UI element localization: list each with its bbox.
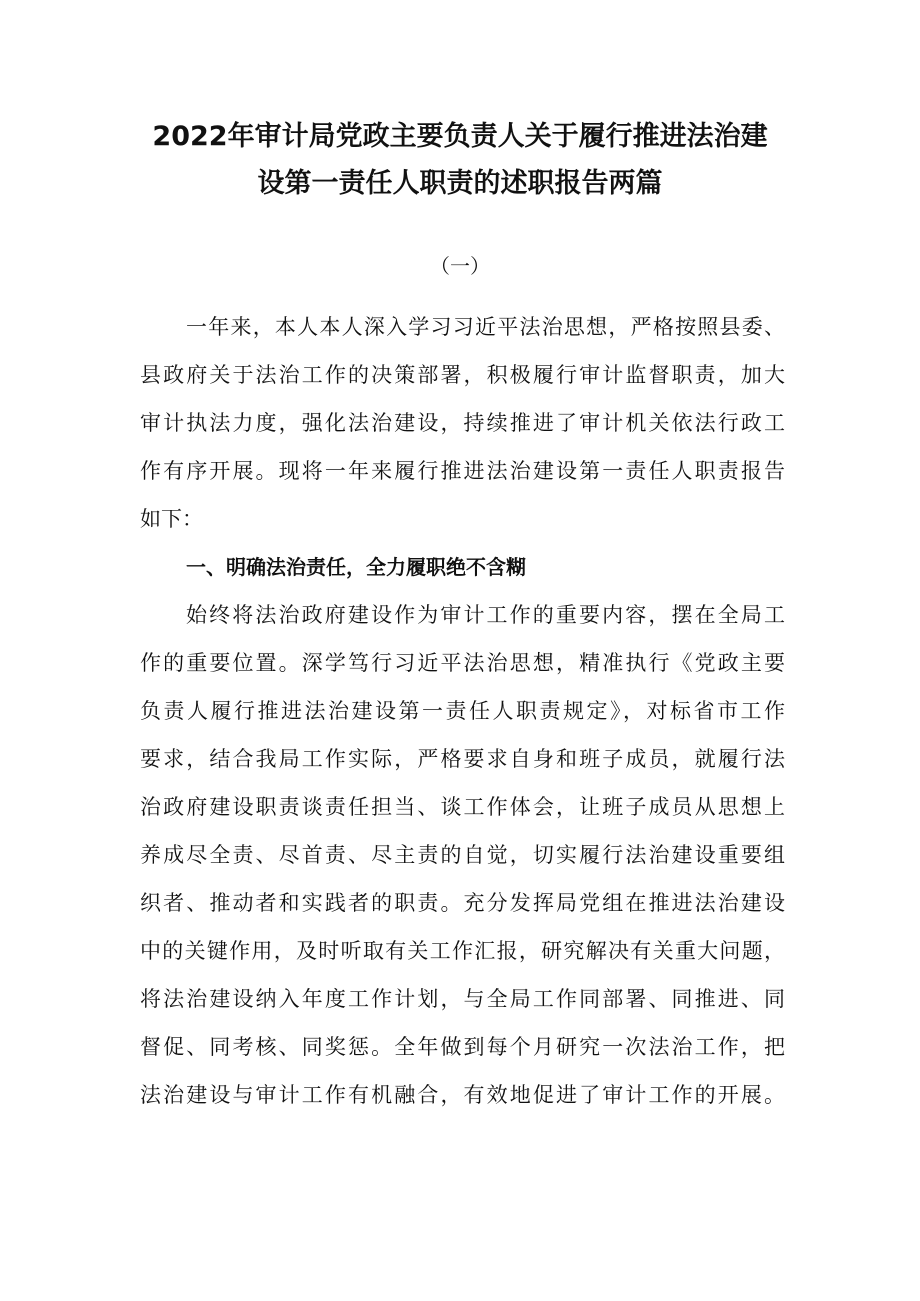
intro-line: 如下： bbox=[140, 507, 203, 531]
intro-line: 审计执法力度，强化法治建设，持续推进了审计机关依法行政工 bbox=[140, 411, 785, 435]
intro-line: 一年来，本人本人深入学习习近平法治思想，严格按照县委、 bbox=[186, 315, 785, 339]
section-line: 治政府建设职责谈责任担当、谈工作体会，让班子成员从思想上 bbox=[140, 795, 785, 819]
section-line: 负责人履行推进法治建设第一责任人职责规定》，对标省市工作 bbox=[140, 699, 785, 723]
section-line: 法治建设与审计工作有机融合，有效地促进了审计工作的开展。 bbox=[140, 1083, 785, 1107]
section-line: 将法治建设纳入年度工作计划，与全局工作同部署、同推进、同 bbox=[140, 987, 785, 1011]
section-line: 织者、推动者和实践者的职责。充分发挥局党组在推进法治建设 bbox=[140, 891, 785, 915]
document-title-line-1: 2022年审计局党政主要负责人关于履行推进法治建 bbox=[152, 121, 768, 152]
section-line: 始终将法治政府建设作为审计工作的重要内容，摆在全局工 bbox=[186, 603, 785, 627]
intro-line: 作有序开展。现将一年来履行推进法治建设第一责任人职责报告 bbox=[140, 459, 785, 483]
section-line: 督促、同考核、同奖惩。全年做到每个月研究一次法治工作，把 bbox=[140, 1035, 785, 1059]
section-line: 要求，结合我局工作实际，严格要求自身和班子成员，就履行法 bbox=[140, 747, 785, 771]
section-line: 作的重要位置。深学笃行习近平法治思想，精准执行《党政主要 bbox=[140, 651, 785, 675]
intro-line: 县政府关于法治工作的决策部署，积极履行审计监督职责，加大 bbox=[140, 363, 785, 387]
section-line: 养成尽全责、尽首责、尽主责的自觉，切实履行法治建设重要组 bbox=[140, 843, 785, 867]
section-heading: 一、明确法治责任，全力履职绝不含糊 bbox=[186, 555, 526, 579]
section-line: 中的关键作用，及时听取有关工作汇报，研究解决有关重大问题， bbox=[140, 939, 785, 963]
document-title-line-2: 设第一责任人职责的述职报告两篇 bbox=[257, 168, 663, 199]
part-label: （一） bbox=[430, 254, 490, 278]
